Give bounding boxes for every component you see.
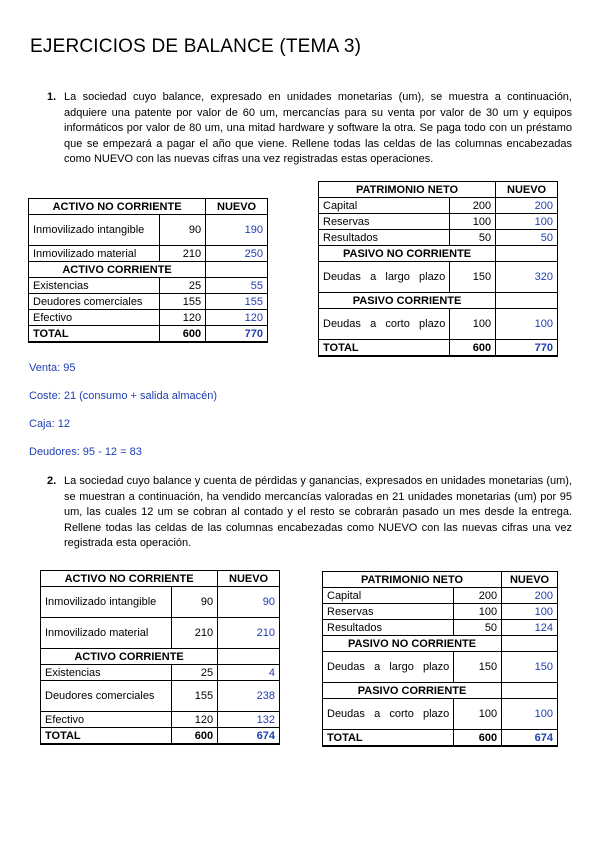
table-row [319, 230, 558, 246]
table-row [323, 683, 558, 699]
cell-empty [502, 636, 558, 652]
ex1-pnc-header: PASIVO NO CORRIENTE [319, 246, 496, 262]
cell-value: 100 [450, 214, 496, 230]
exercise-2-text: La sociedad cuyo balance y cuenta de pérdidas y ganancias, expresados en unidades monetarias (um), se muestran a continuación, ha vendido mercancías valoradas en 21 unidades monetarias (um) por 95 um, las cuales 12 um se cobran al contado y el resto se cobrarán pasado un mes desde la entrega. Rellene todas las celdas de las columnas encabezadas como NUEVO con las nuevas cifras una vez registrada esta operación. [64, 475, 572, 550]
cell-label: Resultados [319, 230, 450, 246]
total-nuevo: 674 [218, 728, 280, 745]
cell-empty [496, 293, 558, 309]
cell-nuevo: 50 [496, 230, 558, 246]
cell-nuevo: 132 [218, 712, 280, 728]
total-row [323, 730, 558, 747]
cell-empty [496, 246, 558, 262]
cell-nuevo: 120 [206, 310, 268, 326]
table-row [29, 310, 268, 326]
cell-label: Efectivo [41, 712, 172, 728]
total-value: 600 [450, 340, 496, 357]
cell-label: Deudores comerciales [41, 681, 172, 712]
cell-nuevo: 155 [206, 294, 268, 310]
ex1-pc-header: PASIVO CORRIENTE [319, 293, 496, 309]
cell-label: Deudas a corto plazo [323, 699, 454, 730]
total-row [41, 728, 280, 745]
cell-label: Resultados [323, 620, 454, 636]
cell-nuevo: 100 [502, 604, 558, 620]
cell-nuevo: 250 [206, 246, 268, 262]
cell-nuevo: 55 [206, 278, 268, 294]
table-row [319, 262, 558, 293]
total-label: TOTAL [319, 340, 450, 357]
cell-value: 150 [454, 652, 502, 683]
cell-label: Existencias [41, 665, 172, 681]
cell-value: 155 [160, 294, 206, 310]
total-label: TOTAL [323, 730, 454, 747]
cell-nuevo: 320 [496, 262, 558, 293]
cell-label: Inmovilizado intangible [29, 215, 160, 246]
cell-value: 100 [454, 604, 502, 620]
total-nuevo: 770 [206, 326, 268, 343]
ex2-pasivo-nuevo-header: NUEVO [502, 572, 558, 588]
ex2-pnc-header: PASIVO NO CORRIENTE [323, 636, 502, 652]
cell-value: 90 [160, 215, 206, 246]
cell-value: 150 [450, 262, 496, 293]
total-nuevo: 674 [502, 730, 558, 747]
table-row [323, 636, 558, 652]
cell-label: Deudas a largo plazo [323, 652, 454, 683]
cell-nuevo: 190 [206, 215, 268, 246]
total-label: TOTAL [41, 728, 172, 745]
ex1-activo-nuevo-header: NUEVO [206, 199, 268, 215]
cell-nuevo: 100 [496, 214, 558, 230]
cell-value: 155 [172, 681, 218, 712]
table-row [41, 649, 280, 665]
ex1-pn-header: PATRIMONIO NETO [319, 182, 496, 198]
cell-label: Deudas a largo plazo [319, 262, 450, 293]
cell-value: 50 [454, 620, 502, 636]
note-venta: Venta: 95 [29, 362, 76, 374]
cell-value: 210 [172, 618, 218, 649]
note-coste: Coste: 21 (consumo + salida almacén) [29, 390, 218, 402]
cell-empty [502, 683, 558, 699]
ex1-ac-header: ACTIVO CORRIENTE [29, 262, 206, 278]
ex2-activo-table [40, 570, 280, 745]
table-row [323, 604, 558, 620]
cell-label: Inmovilizado intangible [41, 587, 172, 618]
table-row [319, 309, 558, 340]
table-row [29, 262, 268, 278]
table-row [323, 652, 558, 683]
cell-nuevo: 100 [502, 699, 558, 730]
cell-value: 120 [160, 310, 206, 326]
cell-value: 50 [450, 230, 496, 246]
cell-empty [206, 262, 268, 278]
table-row [41, 587, 280, 618]
table-row [29, 246, 268, 262]
exercise-1-number: 1. [47, 91, 57, 103]
cell-nuevo: 200 [502, 588, 558, 604]
table-row [319, 214, 558, 230]
exercise-1-statement [47, 90, 572, 168]
cell-label: Reservas [323, 604, 454, 620]
table-row [41, 571, 280, 587]
ex2-ac-header: ACTIVO CORRIENTE [41, 649, 218, 665]
exercise-2-statement [47, 474, 572, 552]
cell-label: Deudas a corto plazo [319, 309, 450, 340]
cell-value: 210 [160, 246, 206, 262]
table-row [323, 620, 558, 636]
cell-nuevo: 90 [218, 587, 280, 618]
ex2-pasivo-table [322, 571, 558, 747]
table-row [29, 294, 268, 310]
ex1-pasivo-table [318, 181, 558, 357]
table-row [323, 572, 558, 588]
cell-value: 200 [450, 198, 496, 214]
exercise-1-text: La sociedad cuyo balance, expresado en unidades monetarias (um), se muestra a continuación, adquiere una patente por valor de 60 um, mercancías para su venta por valor de 30 um y equipos informáticos por valor de 80 um, una mitad hardware y software la otra. Se paga todo con un préstamo que se empezará a pagar el año que viene. Rellene todas las celdas de las columnas encabezadas como NUEVO con las nuevas cifras una vez registradas estas operaciones. [64, 91, 572, 166]
table-row [29, 215, 268, 246]
note-deudores: Deudores: 95 - 12 = 83 [29, 446, 142, 458]
cell-value: 100 [454, 699, 502, 730]
cell-label: Inmovilizado material [29, 246, 160, 262]
ex1-anc-header: ACTIVO NO CORRIENTE [29, 199, 206, 215]
total-row [29, 326, 268, 343]
ex2-pc-header: PASIVO CORRIENTE [323, 683, 502, 699]
ex2-activo-nuevo-header: NUEVO [218, 571, 280, 587]
ex1-pasivo-nuevo-header: NUEVO [496, 182, 558, 198]
table-row [319, 293, 558, 309]
table-row [29, 199, 268, 215]
page-title: EJERCICIOS DE BALANCE (TEMA 3) [30, 36, 362, 57]
table-row [29, 278, 268, 294]
cell-nuevo: 150 [502, 652, 558, 683]
cell-value: 200 [454, 588, 502, 604]
exercise-2-number: 2. [47, 475, 57, 487]
table-row [41, 665, 280, 681]
cell-nuevo: 4 [218, 665, 280, 681]
cell-nuevo: 124 [502, 620, 558, 636]
table-row [319, 246, 558, 262]
total-label: TOTAL [29, 326, 160, 343]
table-row [319, 182, 558, 198]
total-row [319, 340, 558, 357]
ex1-activo-table [28, 198, 268, 343]
cell-value: 25 [172, 665, 218, 681]
cell-label: Inmovilizado material [41, 618, 172, 649]
cell-value: 100 [450, 309, 496, 340]
cell-nuevo: 200 [496, 198, 558, 214]
cell-nuevo: 100 [496, 309, 558, 340]
cell-label: Capital [323, 588, 454, 604]
table-row [41, 712, 280, 728]
total-value: 600 [454, 730, 502, 747]
cell-label: Capital [319, 198, 450, 214]
table-row [41, 618, 280, 649]
table-row [323, 699, 558, 730]
cell-label: Deudores comerciales [29, 294, 160, 310]
ex2-pn-header: PATRIMONIO NETO [323, 572, 502, 588]
cell-empty [218, 649, 280, 665]
total-nuevo: 770 [496, 340, 558, 357]
ex2-anc-header: ACTIVO NO CORRIENTE [41, 571, 218, 587]
total-value: 600 [160, 326, 206, 343]
table-row [41, 681, 280, 712]
cell-value: 25 [160, 278, 206, 294]
cell-nuevo: 210 [218, 618, 280, 649]
cell-value: 120 [172, 712, 218, 728]
cell-label: Reservas [319, 214, 450, 230]
cell-value: 90 [172, 587, 218, 618]
table-row [319, 198, 558, 214]
cell-label: Efectivo [29, 310, 160, 326]
note-caja: Caja: 12 [29, 418, 70, 430]
table-row [323, 588, 558, 604]
total-value: 600 [172, 728, 218, 745]
cell-label: Existencias [29, 278, 160, 294]
cell-nuevo: 238 [218, 681, 280, 712]
